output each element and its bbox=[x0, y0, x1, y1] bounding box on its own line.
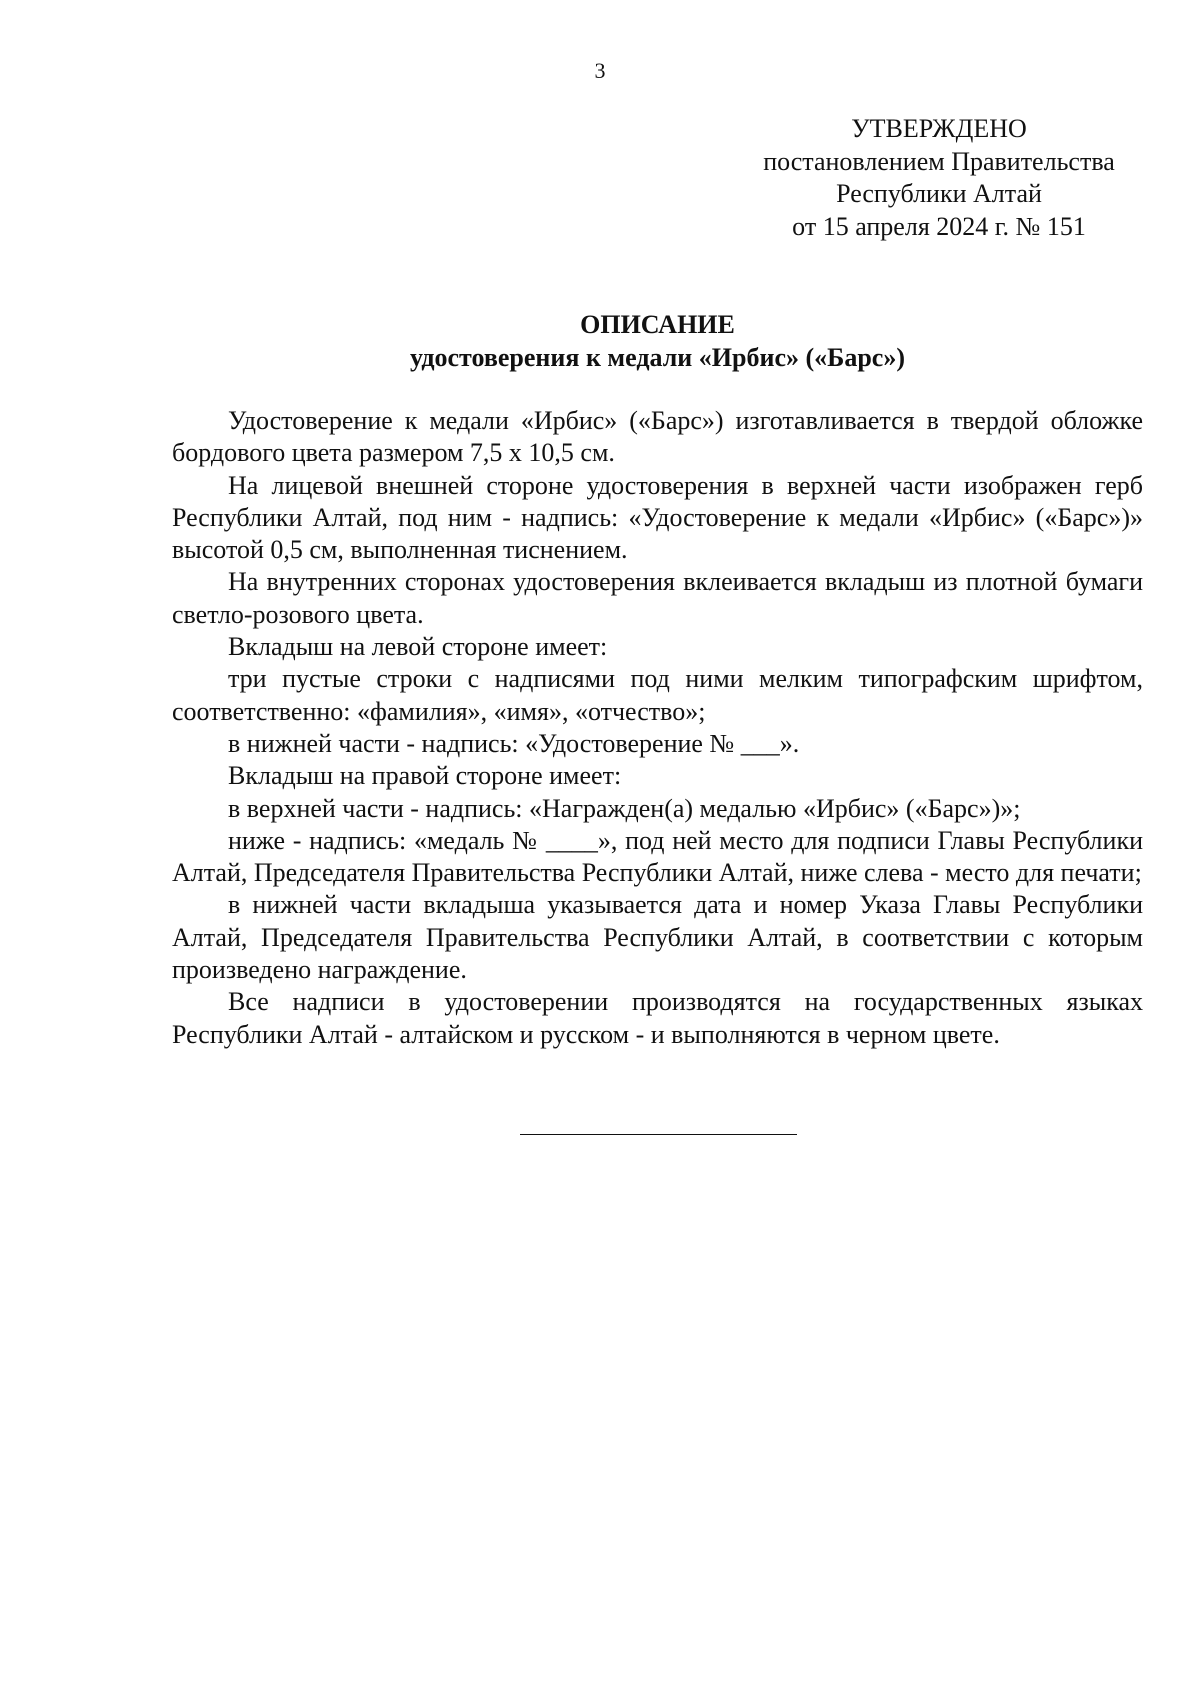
approval-line-date-number: от 15 апреля 2024 г. № 151 bbox=[792, 211, 1086, 241]
approval-line-resolution: постановлением Правительства bbox=[763, 146, 1115, 176]
title-heading: ОПИСАНИЕ bbox=[580, 310, 735, 339]
paragraph-inner-sides: На внутренних сторонах удостоверения вклеивается вкладыш из плотной бумаги светло-розового цвета. bbox=[172, 567, 1143, 629]
paragraph-right-insert-top: в верхней части - надпись: «Награжден(а) медалью «Ирбис» («Барс»)»; bbox=[228, 793, 1021, 823]
paragraph-left-insert-lines: три пустые строки с надписями под ними мелким типографским шрифтом, соответственно: «фамилия», «имя», «отчество»; bbox=[172, 664, 1143, 726]
document-title bbox=[172, 308, 1143, 374]
paragraph-cover: Удостоверение к медали «Ирбис» («Барс») изготавливается в твердой обложке бордового цвета размером 7,5 х 10,5 см. bbox=[172, 406, 1143, 468]
end-divider bbox=[520, 1134, 797, 1135]
paragraph-left-insert-bottom: в нижней части - надпись: «Удостоверение № ___». bbox=[228, 728, 800, 758]
paragraph-front-side: На лицевой внешней стороне удостоверения в верхней части изображен герб Республики Алтай, под ним - надпись: «Удостоверение к медали «Ирбис» («Барс»)» высотой 0,5 см, выполненная тиснением. bbox=[172, 470, 1143, 565]
document-body bbox=[172, 405, 1143, 1051]
approval-stamp bbox=[720, 113, 1158, 243]
page-number: 3 bbox=[594, 58, 606, 83]
paragraph-left-insert-heading: Вкладыш на левой стороне имеет: bbox=[228, 632, 608, 662]
title-subheading: удостоверения к медали «Ирбис» («Барс») bbox=[410, 343, 905, 372]
paragraph-right-insert-bottom: в нижней части вкладыша указывается дата и номер Указа Главы Республики Алтай, Председателя Правительства Республики Алтай, в соответствии с которым произведено награждение. bbox=[172, 890, 1143, 985]
approval-line-approved: УТВЕРЖДЕНО bbox=[851, 114, 1027, 143]
paragraph-right-insert-middle: ниже - надпись: «медаль № ____», под ней место для подписи Главы Республики Алтай, Председателя Правительства Республики Алтай, ниже слева - место для печати; bbox=[172, 825, 1143, 888]
approval-line-republic: Республики Алтай bbox=[836, 179, 1042, 208]
paragraph-right-insert-heading: Вкладыш на правой стороне имеет: bbox=[228, 761, 622, 791]
paragraph-languages: Все надписи в удостоверении производятся на государственных языках Республики Алтай - алтайском и русском - и выполняются в черном цвете. bbox=[172, 987, 1143, 1049]
